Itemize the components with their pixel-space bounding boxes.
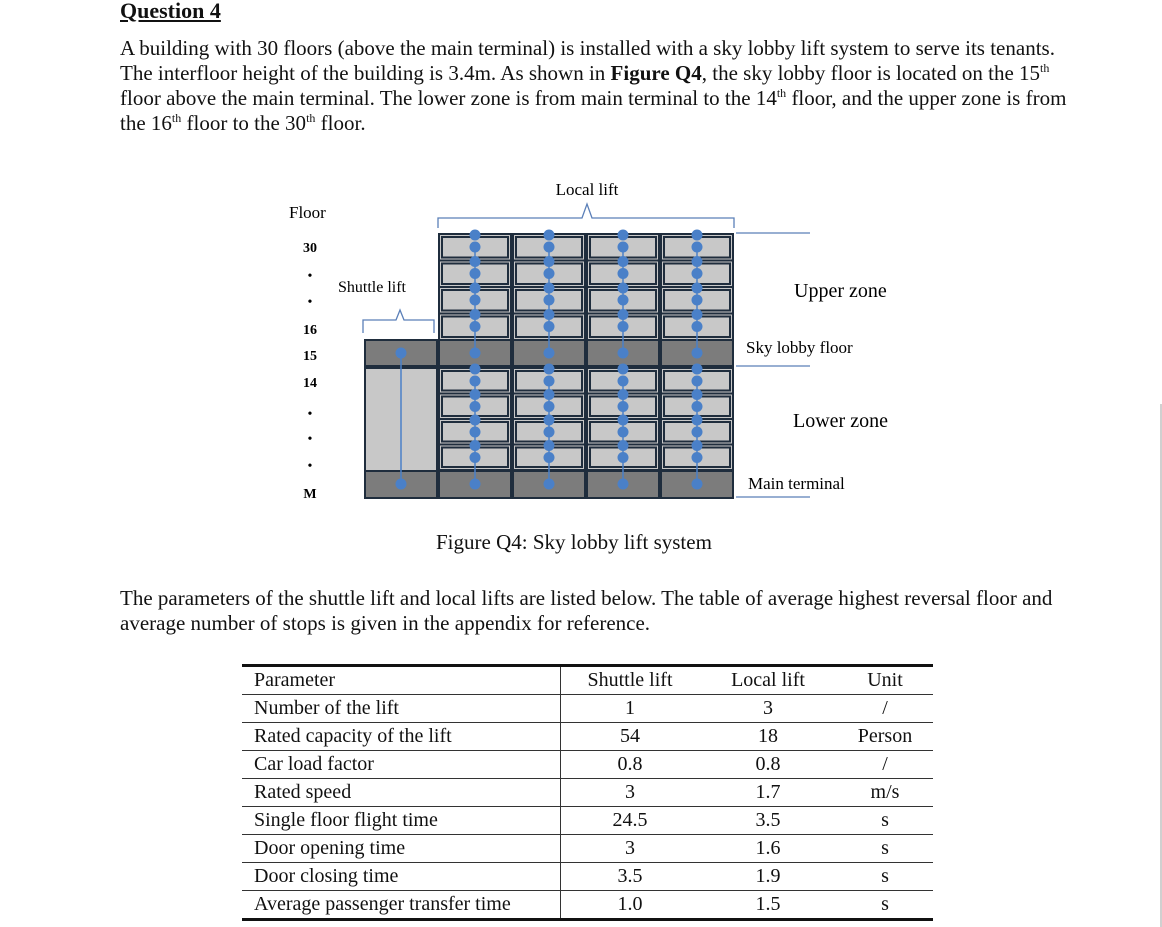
shuttle-stop-dot bbox=[396, 348, 407, 359]
lift-stop-dot bbox=[618, 309, 629, 320]
cell-unit: / bbox=[837, 695, 933, 723]
lift-stop-dot bbox=[692, 479, 703, 490]
lift-stop-dot bbox=[692, 389, 703, 400]
cell-parameter: Single floor flight time bbox=[242, 807, 561, 835]
lift-stop-dot bbox=[544, 283, 555, 294]
lift-stop-dot bbox=[470, 256, 481, 267]
lift-stop-dot bbox=[692, 283, 703, 294]
cell-unit: / bbox=[837, 751, 933, 779]
cell-unit: s bbox=[837, 835, 933, 863]
lift-stop-dot bbox=[470, 376, 481, 387]
lift-stop-dot bbox=[544, 348, 555, 359]
lift-stop-dot bbox=[544, 401, 555, 412]
building-grid bbox=[365, 230, 733, 499]
cell-shuttle: 24.5 bbox=[561, 807, 700, 835]
cell-shuttle: 0.8 bbox=[561, 751, 700, 779]
lift-stop-dot bbox=[692, 440, 703, 451]
cell-shuttle: 54 bbox=[561, 723, 700, 751]
lift-stop-dot bbox=[618, 283, 629, 294]
lift-stop-dot bbox=[544, 321, 555, 332]
figure-reference: Figure Q4 bbox=[610, 61, 702, 85]
floor-dot: • bbox=[307, 269, 313, 284]
cell-shuttle: 3 bbox=[561, 779, 700, 807]
table-header-row bbox=[242, 666, 933, 695]
lift-stop-dot bbox=[470, 440, 481, 451]
lift-stop-dot bbox=[692, 401, 703, 412]
cell-parameter: Rated speed bbox=[242, 779, 561, 807]
lift-stop-dot bbox=[692, 268, 703, 279]
lift-stop-dot bbox=[544, 242, 555, 253]
lift-stop-dot bbox=[470, 321, 481, 332]
cell-unit: m/s bbox=[837, 779, 933, 807]
lift-stop-dot bbox=[692, 348, 703, 359]
lift-stop-dot bbox=[618, 389, 629, 400]
lift-stop-dot bbox=[618, 376, 629, 387]
cell-local: 1.5 bbox=[699, 891, 837, 920]
header-unit: Unit bbox=[837, 666, 933, 695]
shuttle-stop-dot bbox=[396, 479, 407, 490]
cell-shuttle: 1.0 bbox=[561, 891, 700, 920]
lift-stop-dot bbox=[470, 283, 481, 294]
table-row bbox=[242, 891, 933, 920]
lift-stop-dot bbox=[692, 230, 703, 241]
lift-stop-dot bbox=[470, 230, 481, 241]
lift-stop-dot bbox=[470, 309, 481, 320]
floor-label-30: 30 bbox=[303, 241, 317, 256]
table-row bbox=[242, 723, 933, 751]
lift-stop-dot bbox=[692, 415, 703, 426]
floor-dot: • bbox=[307, 459, 313, 474]
lift-stop-dot bbox=[618, 427, 629, 438]
lift-stop-dot bbox=[618, 452, 629, 463]
lift-stop-dot bbox=[544, 415, 555, 426]
cell-local: 1.6 bbox=[699, 835, 837, 863]
shuttle-lift-bracket bbox=[363, 310, 434, 333]
main-terminal-label: Main terminal bbox=[748, 474, 845, 493]
lift-stop-dot bbox=[470, 295, 481, 306]
lift-stop-dot bbox=[544, 295, 555, 306]
table-row bbox=[242, 863, 933, 891]
lift-stop-dot bbox=[470, 427, 481, 438]
local-lift-bracket bbox=[438, 204, 734, 228]
floor-label-14: 14 bbox=[303, 376, 317, 391]
cell-local: 0.8 bbox=[699, 751, 837, 779]
table-row bbox=[242, 807, 933, 835]
lift-stop-dot bbox=[618, 364, 629, 375]
lift-stop-dot bbox=[544, 479, 555, 490]
lift-stop-dot bbox=[470, 242, 481, 253]
lift-stop-dot bbox=[692, 364, 703, 375]
floor-dot: • bbox=[307, 295, 313, 310]
lift-stop-dot bbox=[544, 268, 555, 279]
lift-stop-dot bbox=[618, 415, 629, 426]
lift-stop-dot bbox=[544, 427, 555, 438]
lift-stop-dot bbox=[470, 415, 481, 426]
lift-stop-dot bbox=[692, 295, 703, 306]
cell-local: 3.5 bbox=[699, 807, 837, 835]
local-lift-label: Local lift bbox=[555, 180, 619, 199]
cell-unit: s bbox=[837, 891, 933, 920]
cell-unit: s bbox=[837, 863, 933, 891]
cell-shuttle: 3 bbox=[561, 835, 700, 863]
lift-stop-dot bbox=[692, 321, 703, 332]
lift-stop-dot bbox=[692, 427, 703, 438]
cell-local: 3 bbox=[699, 695, 837, 723]
lift-stop-dot bbox=[544, 364, 555, 375]
lift-stop-dot bbox=[618, 256, 629, 267]
lift-stop-dot bbox=[692, 376, 703, 387]
table-row bbox=[242, 751, 933, 779]
lift-stop-dot bbox=[692, 452, 703, 463]
cell-parameter: Car load factor bbox=[242, 751, 561, 779]
cell-parameter: Rated capacity of the lift bbox=[242, 723, 561, 751]
lift-stop-dot bbox=[470, 348, 481, 359]
question-heading: Question 4 bbox=[120, 0, 221, 23]
cell-parameter: Average passenger transfer time bbox=[242, 891, 561, 920]
lift-stop-dot bbox=[618, 479, 629, 490]
floor-label-15: 15 bbox=[303, 349, 317, 364]
lift-stop-dot bbox=[618, 268, 629, 279]
lift-stop-dot bbox=[692, 309, 703, 320]
lift-stop-dot bbox=[544, 309, 555, 320]
lift-stop-dot bbox=[470, 479, 481, 490]
cell-local: 18 bbox=[699, 723, 837, 751]
upper-zone-label: Upper zone bbox=[794, 280, 887, 302]
lift-stop-dot bbox=[618, 401, 629, 412]
shuttle-lift-label: Shuttle lift bbox=[338, 279, 406, 296]
lift-stop-dot bbox=[618, 321, 629, 332]
lower-zone-label: Lower zone bbox=[793, 410, 888, 432]
header-local-lift: Local lift bbox=[699, 666, 837, 695]
sky-lobby-label: Sky lobby floor bbox=[746, 338, 853, 357]
intro-paragraph: A building with 30 floors (above the main terminal) is installed with a sky lobby lift system to serve its tenants. The interfloor height of the building is 3.4m. As shown in Figure Q4, the sky lobby floor is located on the 15th floor above the main terminal. The lower zone is from main terminal to the 14th floor, and the upper zone is from the 16th floor to the 30th floor. bbox=[120, 36, 1067, 135]
cell-unit: Person bbox=[837, 723, 933, 751]
floor-label-16: 16 bbox=[303, 323, 317, 338]
lift-stop-dot bbox=[618, 295, 629, 306]
cell-unit: s bbox=[837, 807, 933, 835]
lift-stop-dot bbox=[618, 348, 629, 359]
lift-stop-dot bbox=[618, 440, 629, 451]
parameters-paragraph: The parameters of the shuttle lift and local lifts are listed below. The table of average highest reversal floor and average number of stops is given in the appendix for reference. bbox=[120, 586, 1053, 635]
cell-parameter: Number of the lift bbox=[242, 695, 561, 723]
lift-stop-dot bbox=[470, 268, 481, 279]
lift-stop-dot bbox=[618, 230, 629, 241]
figure-caption: Figure Q4: Sky lobby lift system bbox=[436, 530, 712, 554]
table-row bbox=[242, 835, 933, 863]
cell-parameter: Door opening time bbox=[242, 835, 561, 863]
cell-local: 1.9 bbox=[699, 863, 837, 891]
lift-stop-dot bbox=[544, 376, 555, 387]
floor-dot: • bbox=[307, 407, 313, 422]
table-row bbox=[242, 695, 933, 723]
floor-label-m: M bbox=[303, 487, 317, 502]
floor-dot: • bbox=[307, 432, 313, 447]
lift-stop-dot bbox=[470, 401, 481, 412]
cell-shuttle: 3.5 bbox=[561, 863, 700, 891]
lift-stop-dot bbox=[470, 389, 481, 400]
lift-stop-dot bbox=[692, 242, 703, 253]
lift-stop-dot bbox=[544, 230, 555, 241]
cell-local: 1.7 bbox=[699, 779, 837, 807]
lift-stop-dot bbox=[618, 242, 629, 253]
cell-shuttle: 1 bbox=[561, 695, 700, 723]
lift-stop-dot bbox=[544, 440, 555, 451]
parameters-table bbox=[242, 664, 933, 921]
table-row bbox=[242, 779, 933, 807]
floor-axis-label: Floor bbox=[289, 203, 326, 222]
lift-stop-dot bbox=[544, 452, 555, 463]
lift-stop-dot bbox=[692, 256, 703, 267]
lift-stop-dot bbox=[544, 256, 555, 267]
lift-stop-dot bbox=[470, 452, 481, 463]
header-parameter: Parameter bbox=[242, 666, 561, 695]
header-shuttle-lift: Shuttle lift bbox=[561, 666, 700, 695]
lift-stop-dot bbox=[470, 364, 481, 375]
lift-stop-dot bbox=[544, 389, 555, 400]
cell-parameter: Door closing time bbox=[242, 863, 561, 891]
